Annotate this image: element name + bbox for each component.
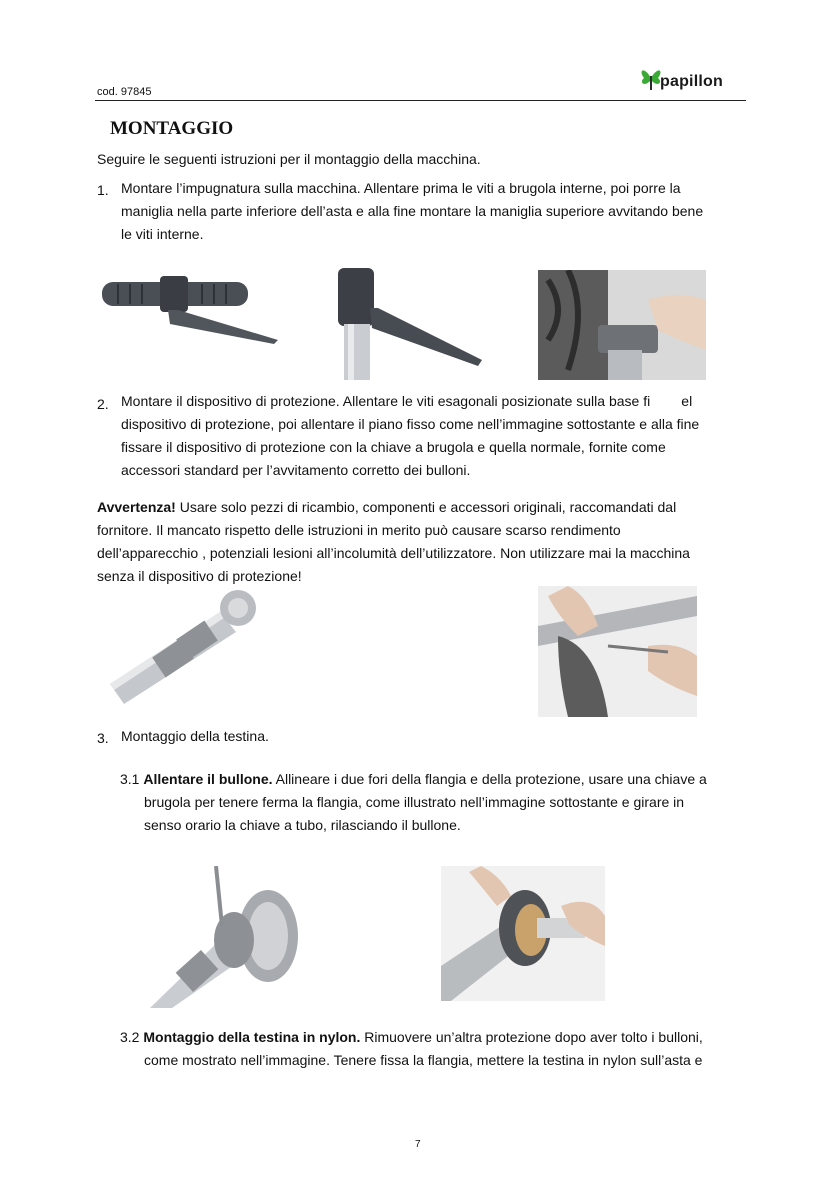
substep-3-2-number: 3.2 [120, 1029, 140, 1045]
section-title: MONTAGGIO [110, 118, 234, 139]
substep-3-1-heading: Allentare il bullone. [143, 771, 273, 787]
guard-shaft-image [110, 588, 260, 704]
butterfly-icon [640, 64, 662, 94]
handle-assembly-photo [538, 270, 706, 380]
step-2-line: accessori standard per l’avvitamento corretto dei bulloni. [121, 462, 471, 478]
substep-3-1-number: 3.1 [120, 771, 140, 787]
substep-3-1 [120, 768, 750, 837]
guard-fixing-photo [538, 586, 697, 717]
substep-3-2-line: come mostrato nell’immagine. Tenere fissa la flangia, mettere la testina in nylon sull’asta e [144, 1052, 703, 1068]
substep-3-2-heading: Montaggio della testina in nylon. [143, 1029, 361, 1045]
warning-paragraph [97, 496, 747, 588]
brand-logo [640, 64, 745, 98]
step-2-text [121, 390, 751, 482]
handle-clamp-image [330, 268, 485, 380]
substep-3-1-line [120, 768, 750, 791]
step-1-text [121, 177, 751, 246]
step-2-line: Montare il dispositivo di protezione. Allentare le viti esagonali posizionate sulla base fi el [121, 393, 693, 409]
warning-line: senza il dispositivo di protezione! [97, 568, 302, 584]
warning-label: Avvertenza! [97, 499, 176, 515]
bolt-release-image [150, 866, 306, 1008]
step-2-number: 2. [97, 396, 109, 412]
substep-3-1-line: senso orario la chiave a tubo, rilasciando il bullone. [144, 817, 461, 833]
intro-text: Seguire le seguenti istruzioni per il montaggio della macchina. [97, 151, 481, 167]
substep-3-2-line [120, 1026, 760, 1049]
bolt-wrench-photo [441, 866, 605, 1001]
step-3-number: 3. [97, 730, 109, 746]
handle-image [98, 272, 282, 350]
brand-name: papillon [660, 73, 723, 90]
step-1-line: Montare l’impugnatura sulla macchina. Allentare prima le viti a brugola interne, poi porre la [121, 180, 681, 196]
warning-line: fornitore. Il mancato rispetto delle istruzioni in merito può causare scarso rendimento [97, 522, 621, 538]
substep-3-1-text: Allineare i due fori della flangia e della protezione, usare una chiave a [272, 771, 707, 787]
document-code: cod. 97845 [97, 86, 152, 98]
step-1-line: maniglia nella parte inferiore dell’asta e alla fine montare la maniglia superiore avvitando bene [121, 203, 704, 219]
warning-text: Usare solo pezzi di ricambio, componenti e accessori originali, raccomandati dal [175, 499, 677, 515]
step-1-line: le viti interne. [121, 226, 204, 242]
warning-line: dell’apparecchio , potenziali lesioni all’incolumità dell’utilizzatore. Non utilizzare mai la macchina [97, 545, 690, 561]
page-number: 7 [415, 1139, 421, 1150]
step-3-text: Montaggio della testina. [121, 728, 269, 744]
header-rule [95, 100, 746, 101]
substep-3-2-text: Rimuovere un’altra protezione dopo aver tolto i bulloni, [360, 1029, 703, 1045]
step-2-line: fissare il dispositivo di protezione con la chiave a brugola e quella normale, fornite come [121, 439, 666, 455]
warning-line [97, 496, 747, 519]
step-2-line: dispositivo di protezione, poi allentare il piano fisso come nell’immagine sottostante e alla fine [121, 416, 700, 432]
step-1-number: 1. [97, 182, 109, 198]
substep-3-2 [120, 1026, 760, 1072]
substep-3-1-line: brugola per tenere ferma la flangia, come illustrato nell’immagine sottostante e girare in [144, 794, 685, 810]
